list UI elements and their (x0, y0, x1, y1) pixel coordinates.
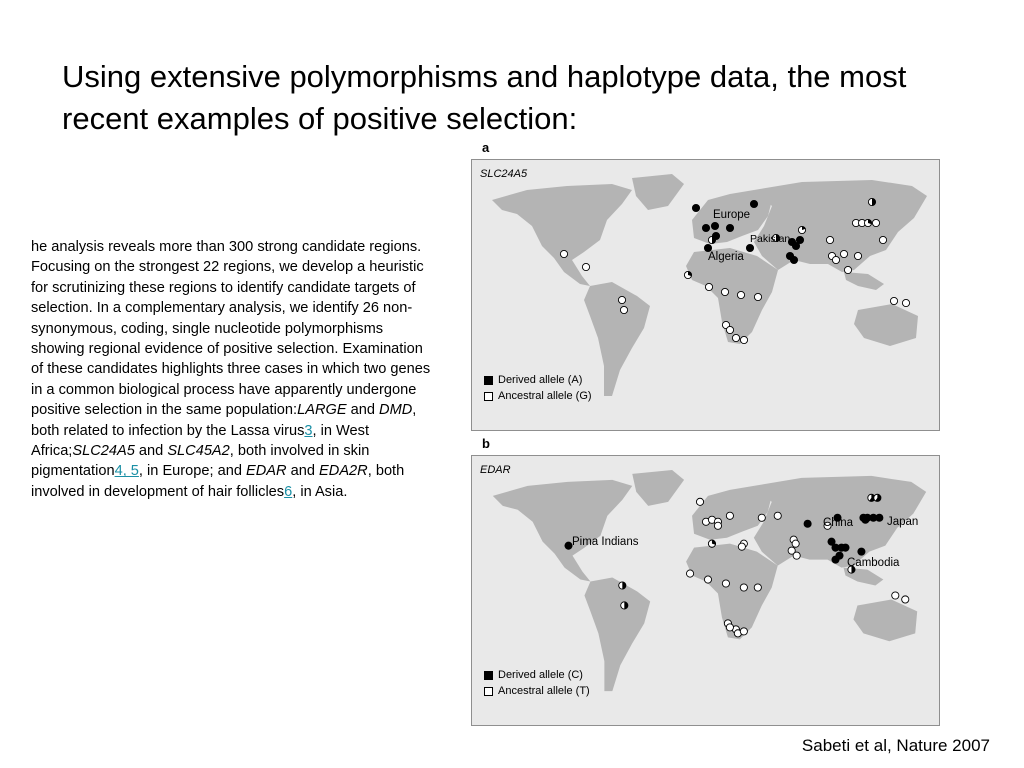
ancestral-allele-marker (832, 256, 839, 263)
ancestral-allele-marker (854, 252, 861, 259)
body-text-6: , both involved in skin pigmentation (31, 443, 370, 480)
mixed-allele-marker (864, 219, 871, 226)
ancestral-allele-marker (620, 306, 627, 313)
mixed-allele-marker (708, 236, 715, 243)
ancestral-allele-marker (721, 288, 728, 295)
ancestral-allele-marker (826, 236, 833, 243)
north-america-shape (493, 480, 632, 582)
southeast-asia-islands-shape (844, 272, 884, 290)
ancestral-allele-marker (774, 512, 781, 519)
legend-b-ancestral-row (484, 683, 590, 699)
slide-title: Using extensive polymorphisms and haplotype data, the most recent examples of positive selection: (62, 59, 907, 136)
derived-allele-marker (702, 224, 709, 231)
australia-shape (853, 599, 917, 641)
derived-allele-marker (876, 514, 883, 521)
derived-allele-marker (746, 244, 753, 251)
ancestral-allele-marker (902, 299, 909, 306)
map-panel-a (471, 159, 940, 431)
legend-a-derived-label: Derived allele (A) (498, 374, 583, 386)
derived-allele-marker (692, 204, 699, 211)
derived-allele-marker (832, 556, 839, 563)
derived-square-icon (484, 376, 493, 385)
ancestral-allele-marker (726, 326, 733, 333)
ancestral-allele-marker (872, 219, 879, 226)
gene-eda2r: EDA2R (319, 463, 368, 480)
ancestral-allele-marker (754, 293, 761, 300)
derived-allele-marker (842, 544, 849, 551)
gene-large: LARGE (297, 402, 347, 419)
ancestral-allele-marker (892, 592, 899, 599)
derived-allele-marker (862, 516, 869, 523)
legend-a-ancestral-row (484, 388, 592, 404)
body-text-1: he analysis reveals more than 300 strong candidate regions. Focusing on the strongest 22 regions, we develop a heuristic for scrutinizing these regions to identify candidate targets of selection. In a complementary analysis, we identify 26 non-synonymous, coding, single nucleotide polymorphisms showing regional evidence of positive selection. Examination of these candidates highlights three cases in which two genes in a common biological process have apparently undergone positive selection in the same population: (31, 239, 431, 419)
ancestral-allele-marker (732, 334, 739, 341)
body-paragraph (31, 237, 436, 502)
body-text-5: and (134, 443, 168, 460)
body-text-3: , both related to infection by the Lassa virus (31, 402, 417, 439)
body-text-4: , in West Africa; (31, 422, 370, 460)
body-text-8: and (286, 463, 320, 480)
gene-edar: EDAR (246, 463, 287, 480)
ancestral-allele-marker (740, 336, 747, 343)
body-text-2: and (346, 402, 380, 419)
greenland-shape (632, 174, 684, 210)
label-china: China (823, 517, 854, 529)
derived-allele-marker (796, 236, 803, 243)
panel-a-label: a (482, 140, 490, 155)
north-america-shape (492, 184, 632, 286)
ancestral-allele-marker (793, 552, 800, 559)
label-europe: Europe (713, 209, 751, 221)
body-text-7: , in Europe; and (138, 463, 247, 480)
ancestral-allele-marker (844, 266, 851, 273)
mixed-allele-marker (798, 226, 805, 233)
map-panel-b (471, 455, 940, 726)
derived-allele-marker (726, 224, 733, 231)
legend-a (484, 372, 592, 404)
body-text-10: , in Asia. (292, 483, 348, 500)
legend-a-derived-row (484, 372, 592, 388)
citation: Sabeti et al, Nature 2007 (801, 736, 990, 755)
ancestral-allele-marker (792, 540, 799, 547)
ancestral-allele-marker (714, 522, 721, 529)
legend-b-derived-row (484, 667, 590, 683)
legend-a-ancestral-label: Ancestral allele (G) (498, 390, 592, 402)
ancestral-allele-marker (726, 624, 733, 631)
south-america-shape (584, 578, 650, 692)
mixed-allele-marker (621, 602, 628, 609)
derived-allele-marker (790, 256, 797, 263)
mixed-allele-marker (868, 198, 875, 205)
ancestral-allele-marker (705, 283, 712, 290)
australia-shape (854, 304, 918, 346)
ancestral-allele-marker (740, 628, 747, 635)
south-america-shape (584, 282, 650, 396)
ancestral-allele-marker (840, 250, 847, 257)
gene-slc24a5: SLC24A5 (72, 443, 135, 460)
gene-slc45a2: SLC45A2 (167, 443, 230, 460)
panel-b-gene-label: EDAR (480, 464, 511, 476)
mixed-allele-marker (619, 582, 626, 589)
derived-allele-marker (750, 200, 757, 207)
ancestral-allele-marker (754, 584, 761, 591)
ancestral-allele-marker (726, 512, 733, 519)
asia-shape (754, 180, 927, 272)
reference-link-4-5[interactable]: 4, 5 (114, 463, 139, 480)
greenland-shape (632, 470, 684, 506)
mixed-allele-marker (684, 271, 691, 278)
ancestral-allele-marker (879, 236, 886, 243)
panel-b-label: b (482, 436, 490, 451)
mixed-allele-marker (708, 540, 715, 547)
gene-dmd: DMD (379, 402, 413, 419)
legend-b-ancestral-label: Ancestral allele (T) (498, 685, 590, 697)
ancestral-square-icon (484, 687, 493, 696)
ancestral-allele-marker (740, 584, 747, 591)
ancestral-allele-marker (696, 498, 703, 505)
mixed-allele-marker (874, 494, 881, 501)
reference-link-3[interactable]: 3 (304, 422, 313, 439)
derived-allele-marker (711, 222, 718, 229)
ancestral-allele-marker (890, 297, 897, 304)
panel-a-gene-label: SLC24A5 (480, 168, 528, 180)
ancestral-allele-marker (902, 596, 909, 603)
body-text-9: , both involved in development of hair follicles (31, 463, 405, 500)
label-japan: Japan (887, 516, 919, 528)
ancestral-allele-marker (582, 263, 589, 270)
ancestral-allele-marker (737, 291, 744, 298)
derived-allele-marker (858, 548, 865, 555)
derived-square-icon (484, 671, 493, 680)
reference-link-6[interactable]: 6 (284, 483, 293, 500)
ancestral-square-icon (484, 392, 493, 401)
label-pima-indians: Pima Indians (572, 536, 639, 548)
label-cambodia: Cambodia (847, 557, 900, 569)
ancestral-allele-marker (704, 576, 711, 583)
derived-allele-marker (804, 520, 811, 527)
ancestral-allele-marker (738, 543, 745, 550)
label-pakistan: Pakistan (750, 233, 791, 245)
ancestral-allele-marker (560, 250, 567, 257)
label-algeria: Algeria (708, 251, 744, 263)
legend-b-derived-label: Derived allele (C) (498, 669, 583, 681)
legend-b (484, 667, 590, 699)
ancestral-allele-marker (618, 296, 625, 303)
ancestral-allele-marker (722, 580, 729, 587)
ancestral-allele-marker (758, 514, 765, 521)
ancestral-allele-marker (686, 570, 693, 577)
